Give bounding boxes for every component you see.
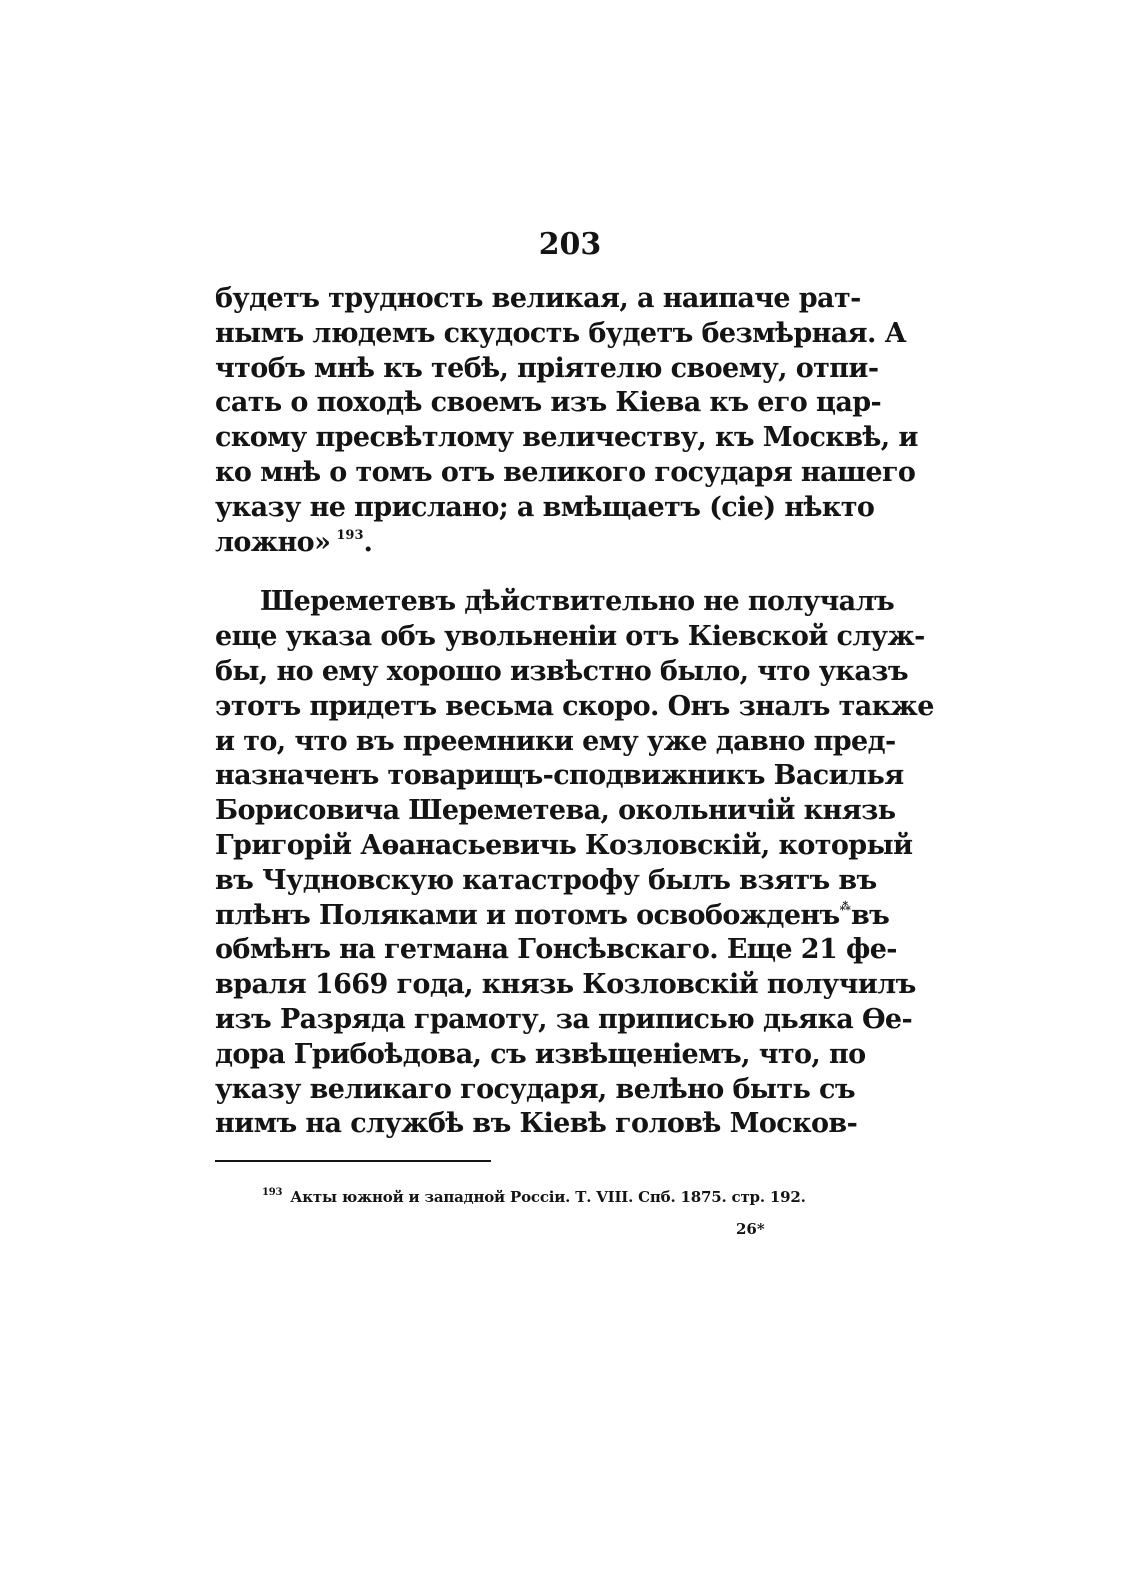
paragraph-gap: [215, 560, 805, 585]
text-line: изъ Разряда грамоту, за приписью дьяка Ѳе-: [215, 1003, 913, 1035]
text-line: ко мнѣ о томъ отъ великого государя нашего: [215, 456, 916, 488]
text-line: бы, но ему хорошо извѣстно было, что указъ: [215, 655, 908, 687]
text-line: сать о походѣ своемъ изъ Кiева къ его цар-: [215, 387, 882, 419]
text-line: Григорiй Аѳанасьевичь Козловскiй, который: [215, 829, 913, 861]
text-line: и то, что въ преемники ему уже давно пред-: [215, 725, 896, 757]
body-text: [215, 282, 934, 1142]
text-line: [215, 526, 805, 561]
footnote-ref: 193: [336, 527, 364, 543]
text-line: этотъ придетъ весьма скоро. Онъ зналъ также: [215, 690, 934, 722]
text-line: скому пресвѣтлому величеству, къ Москвѣ, и: [215, 422, 918, 454]
text-line: указу не прислано; а вмѣщаетъ (сiе) нѣкто: [215, 491, 875, 523]
text-fragment: ложно»: [215, 526, 331, 558]
text-fragment: .: [363, 526, 373, 558]
text-line: дора Грибоѣдова, съ извѣщенiемъ, что, по: [215, 1038, 866, 1070]
page-number: 203: [538, 227, 602, 262]
text-line: въ Чудновскую катастрофу былъ взятъ въ: [215, 864, 877, 896]
footnote: [262, 1186, 810, 1208]
text-line: назначенъ товарищъ-сподвижникъ Василья: [215, 760, 904, 792]
signature-mark: 26*: [736, 1220, 765, 1238]
text-line: [215, 899, 890, 934]
text-line: нимъ на службѣ въ Кiевѣ головѣ Москов-: [215, 1108, 858, 1140]
text-line: указу великаго государя, велѣно быть съ: [215, 1073, 855, 1105]
text-line: будетъ трудность великая, а наипаче рат-: [215, 283, 861, 314]
text-line: враля 1669 года, князь Козловскiй получилъ: [215, 969, 916, 1001]
text-fragment: плѣнъ Поляками и потомъ освобожденъ: [215, 899, 840, 931]
text-line: Шереметевъ дѣйствительно не получалъ: [260, 586, 895, 618]
text-line: чтобъ мнѣ къ тебѣ, прiятелю своему, отпи-: [215, 352, 879, 384]
footnote-divider: [215, 1160, 491, 1162]
text-line: нымъ людемъ скудость будетъ безмѣрная. А: [215, 317, 907, 349]
footnote-text: Акты южной и западной Россiи. Т. VIII. Спб. 1875. стр. 192.: [290, 1188, 806, 1206]
text-line: Борисовича Шереметева, окольничiй князь: [215, 795, 896, 827]
text-line: обмѣнъ на гетмана Гонсѣвскаго. Еще 21 фе-: [215, 934, 897, 966]
text-line: еще указа объ увольненiи отъ Кiевской служ-: [215, 621, 925, 653]
footnote-number: 193: [262, 1187, 283, 1198]
editorial-mark: ⁂: [839, 899, 851, 913]
text-fragment: въ: [850, 899, 890, 931]
